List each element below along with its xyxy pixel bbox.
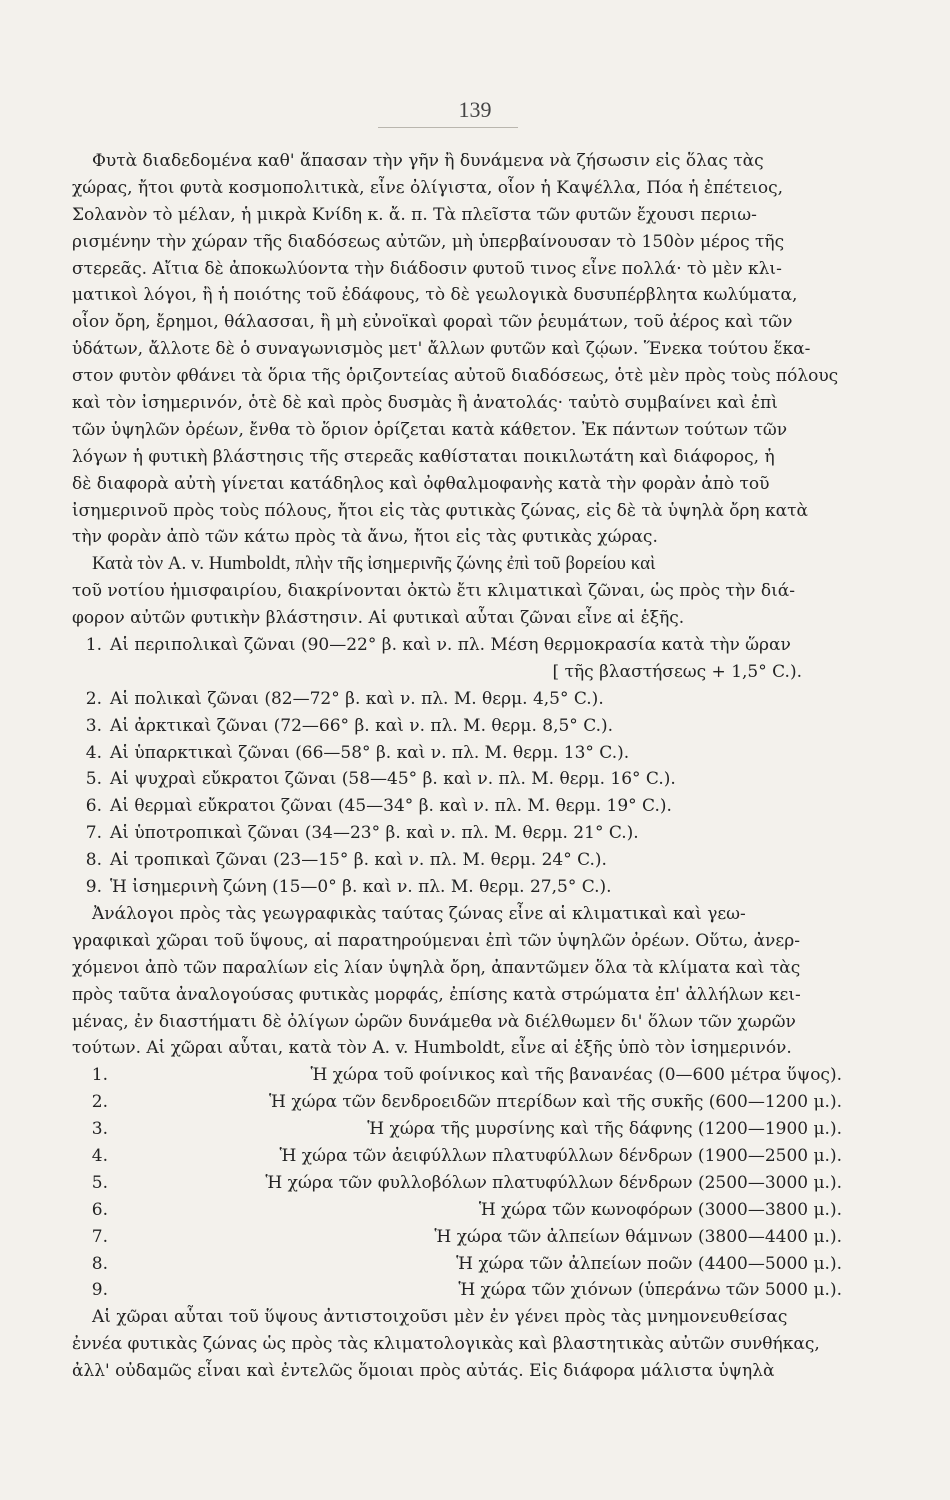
zones-list [72, 632, 842, 901]
text-line: χώρας, ἤτοι φυτὰ κοσμοπολιτικὰ, εἶνε ὀλίγιστα, οἷον ἡ Καψέλλα, Πόα ἡ ἐπέτειος, [72, 177, 784, 198]
text-line: ἰσημερινοῦ πρὸς τοὺς πόλους, ἤτοι εἰς τὰς φυτικὰς ζώνας, εἰς δὲ τὰ ὑψηλὰ ὄρη κατὰ [72, 500, 809, 521]
text-line: ἐννέα φυτικὰς ζώνας ὡς πρὸς τὰς κλιματολογικὰς καὶ βλαστητικὰς αὐτῶν συνθήκας, [72, 1334, 820, 1355]
text-line: ἀλλ' οὐδαμῶς εἶναι καὶ ἐντελῶς ὅμοιαι πρὸς αὐτάς. Εἰς διάφορα μάλιστα ὑψηλὰ [72, 1361, 775, 1382]
header-rule [378, 127, 518, 128]
text-line: τοῦ νοτίου ἡμισφαιρίου, διακρίνονται ὀκτὼ ἔτι κλιματικαὶ ζῶναι, ὡς πρὸς τὴν διά- [72, 581, 795, 602]
text-line: Σολανὸν τὸ μέλαν, ἡ μικρὰ Κνίδη κ. ἄ. π. Τὰ πλεῖστα τῶν φυτῶν ἔχουσι περιω- [72, 204, 757, 225]
list-item: 1. Αἱ περιπολικαὶ ζῶναι (90—22° β. καὶ ν. πλ. Μέση θερμοκρασία κατὰ τὴν ὥραν [85, 635, 791, 656]
text-line: δὲ διαφορὰ αὐτὴ γίνεται κατάδηλος καὶ ὀφθαλμοφανὴς κατὰ τὴν φορὰν ἀπὸ τοῦ [72, 473, 770, 494]
list-item-continuation: [ τῆς βλαστήσεως + 1,5° C.). [552, 661, 802, 682]
text-line: ρισμένην τὴν χώραν τῆς διαδόσεως αὐτῶν, μὴ ὑπερβαίνουσαν τὸ 150ὸν μέρος τῆς [72, 231, 785, 252]
list-item: 9. Ἡ χώρα τῶν χιόνων (ὑπεράνω τῶν 5000 μ.). [91, 1280, 842, 1301]
text-line: ὑδάτων, ἄλλοτε δὲ ὁ συναγωνισμὸς μετ' ἄλλων φυτῶν καὶ ζῴων. Ἕνεκα τούτου ἕκα- [72, 339, 811, 360]
list-item: 3. Αἱ ἀρκτικαὶ ζῶναι (72—66° β. καὶ ν. πλ. Μ. θερμ. 8,5° C.). [85, 715, 614, 736]
text-line: τῶν ὑψηλῶν ὀρέων, ἔνθα τὸ ὅριον ὁρίζεται κατὰ κάθετον. Ἐκ πάντων τούτων τῶν [72, 419, 788, 440]
text-line: φορον αὐτῶν φυτικὴν βλάστησιν. Αἱ φυτικαὶ αὗται ζῶναι εἶνε αἱ ἑξῆς. [72, 608, 685, 629]
text-line: Αἱ χῶραι αὗται τοῦ ὕψους ἀντιστοιχοῦσι μὲν ἐν γένει πρὸς τὰς μνημονευθείσας [92, 1307, 788, 1328]
list-item: 4. Αἱ ὑπαρκτικαὶ ζῶναι (66—58° β. καὶ ν. πλ. Μ. θερμ. 13° C.). [85, 742, 630, 763]
text-line: Φυτὰ διαδεδομένα καθ' ἅπασαν τὴν γῆν ἢ δυνάμενα νὰ ζήσωσιν εἰς ὅλας τὰς [92, 151, 764, 171]
text-line: Ἀνάλογοι πρὸς τὰς γεωγραφικὰς ταύτας ζώνας εἶνε αἱ κλιματικαὶ καὶ γεω- [92, 903, 746, 924]
list-item: 2. Ἡ χώρα τῶν δενδροειδῶν πτερίδων καὶ τῆς συκῆς (600—1200 μ.). [91, 1092, 842, 1113]
text-line: τούτων. Αἱ χῶραι αὗται, κατὰ τὸν A. v. Humboldt, εἶνε αἱ ἑξῆς ὑπὸ τὸν ἰσημερινόν. [72, 1038, 792, 1059]
page-text [72, 148, 842, 1385]
regions-list [72, 1062, 842, 1304]
text-line: στον φυτὸν φθάνει τὰ ὅρια τῆς ὁριζοντείας αὐτοῦ διαδόσεως, ὁτὲ μὲν πρὸς τοὺς πόλους [72, 366, 839, 387]
list-item: 8. Ἡ χώρα τῶν ἀλπείων ποῶν (4400—5000 μ.). [91, 1253, 842, 1274]
list-item: 2. Αἱ πολικαὶ ζῶναι (82—72° β. καὶ ν. πλ. Μ. θερμ. 4,5° C.). [85, 688, 604, 709]
text-line: στερεᾶς. Αἴτια δὲ ἀποκωλύοντα τὴν διάδοσιν φυτοῦ τινος εἶνε πολλά· τὸ μὲν κλι- [72, 258, 782, 279]
text-line: τὴν φορὰν ἀπὸ τῶν κάτω πρὸς τὰ ἄνω, ἤτοι εἰς τὰς φυτικὰς χώρας. [72, 527, 658, 548]
text-line: μένας, ἐν διαστήματι δὲ ὀλίγων ὡρῶν δυνάμεθα νὰ διέλθωμεν δι' ὅλων τῶν χωρῶν [72, 1011, 796, 1032]
text-line: καὶ τὸν ἰσημερινόν, ὁτὲ δὲ καὶ πρὸς δυσμὰς ἢ ἀνατολάς· ταὐτὸ συμβαίνει καὶ ἐπὶ [72, 393, 778, 414]
text-line: ματικοὶ λόγοι, ἢ ἡ ποιότης τοῦ ἐδάφους, τὸ δὲ γεωλογικὰ δυσυπέρβλητα κωλύματα, [72, 285, 798, 306]
paragraph-4 [72, 1304, 842, 1385]
list-item: 1. Ἡ χώρα τοῦ φοίνικος καὶ τῆς βανανέας (0—600 μέτρα ὕψος). [91, 1065, 842, 1086]
list-item: 7. Ἡ χώρα τῶν ἀλπείων θάμνων (3800—4400 μ.). [91, 1226, 842, 1247]
list-item: 8. Αἱ τροπικαὶ ζῶναι (23—15° β. καὶ ν. πλ. Μ. θερμ. 24° C.). [85, 850, 607, 871]
page-number: 139 [458, 97, 492, 122]
list-item: 5. Αἱ ψυχραὶ εὔκρατοι ζῶναι (58—45° β. καὶ ν. πλ. Μ. θερμ. 16° C.). [85, 769, 676, 790]
list-item: 7. Αἱ ὑποτροπικαὶ ζῶναι (34—23° β. καὶ ν. πλ. Μ. θερμ. 21° C.). [85, 823, 639, 844]
list-item: 3. Ἡ χώρα τῆς μυρσίνης καὶ τῆς δάφνης (1200—1900 μ.). [91, 1119, 842, 1140]
list-item: 9. Ἡ ἰσημερινὴ ζώνη (15—0° β. καὶ ν. πλ. Μ. θερμ. 27,5° C.). [85, 877, 612, 898]
text-line: Κατὰ τὸν A. v. Humboldt, πλὴν τῆς ἰσημερινῆς ζώνης ἐπὶ τοῦ βορείου καὶ [92, 553, 656, 575]
paragraph-1 [72, 148, 842, 551]
list-item: 6. Ἡ χώρα τῶν κωνοφόρων (3000—3800 μ.). [91, 1199, 842, 1220]
text-line: οἷον ὄρη, ἔρημοι, θάλασσαι, ἢ μὴ εὐνοϊκαὶ φοραὶ τῶν ῥευμάτων, τοῦ ἀέρος καὶ τῶν [72, 312, 793, 333]
list-item: 5. Ἡ χώρα τῶν φυλλοβόλων πλατυφύλλων δένδρων (2500—3000 μ.). [91, 1172, 842, 1193]
paragraph-3 [72, 901, 842, 1062]
text-line: πρὸς ταῦτα ἀναλογούσας φυτικὰς μορφάς, ἐπίσης κατὰ στρώματα ἐπ' ἀλλήλων κει- [72, 984, 801, 1005]
text-line: γραφικαὶ χῶραι τοῦ ὕψους, αἱ παρατηρούμεναι ἐπὶ τῶν ὑψηλῶν ὀρέων. Οὕτω, ἀνερ- [72, 930, 800, 951]
text-line: χόμενοι ἀπὸ τῶν παραλίων εἰς λίαν ὑψηλὰ ὄρη, ἀπαντῶμεν ὅλα τὰ κλίματα καὶ τὰς [72, 957, 801, 978]
list-item: 6. Αἱ θερμαὶ εὔκρατοι ζῶναι (45—34° β. καὶ ν. πλ. Μ. θερμ. 19° C.). [85, 796, 672, 817]
text-line: λόγων ἡ φυτικὴ βλάστησις τῆς στερεᾶς καθίσταται ποικιλωτάτη καὶ διάφορος, ἡ [72, 446, 775, 467]
paragraph-2 [72, 551, 842, 632]
list-item: 4. Ἡ χώρα τῶν ἀειφύλλων πλατυφύλλων δένδρων (1900—2500 μ.). [91, 1145, 842, 1166]
